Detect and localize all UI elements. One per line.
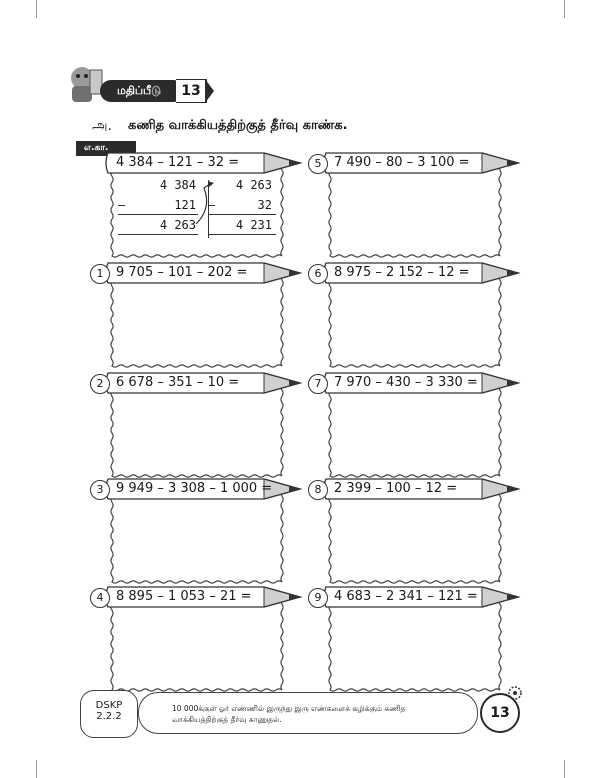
exercise-card: [314, 476, 527, 588]
example-sub-2: 32: [257, 198, 272, 212]
example-result-2: 4 231: [235, 218, 272, 232]
minus-sign: –: [208, 198, 216, 212]
section-number: 13: [176, 79, 207, 103]
exercise-number: 9: [308, 588, 328, 608]
exercise-number: 6: [308, 264, 328, 284]
question-instruction: கணித வாக்கியத்திற்குத் தீர்வு காண்க.: [128, 118, 348, 133]
divider-line: [208, 234, 276, 235]
exercise-number: 7: [308, 374, 328, 394]
exercise-card: [96, 370, 309, 482]
dskp-code-badge: [80, 690, 138, 738]
exercise-number: 1: [90, 264, 110, 284]
exercise-card: [96, 476, 309, 588]
learning-objective-text: 10 000க்குள் ஓர் எண்ணில் இருந்து இரு எண்களைக் கழிக்கும் கணித வாக்கியத்திற்குத் தீர்வு காணுதல்.: [172, 704, 406, 724]
exercise-card: [314, 260, 527, 372]
example-top-1: 4 384: [159, 178, 196, 192]
dskp-code: DSKP: [95, 700, 123, 711]
example-tag: எ.கா.: [76, 141, 136, 156]
crop-mark: [36, 0, 37, 18]
crop-mark: [564, 0, 565, 18]
example-top-2: 4 263: [235, 178, 272, 192]
exercise-expression: 7 490 – 80 – 3 100 =: [334, 155, 470, 170]
example-result-1: 4 263: [159, 218, 196, 232]
exercise-card: [314, 150, 527, 262]
exercise-expression: 4 683 – 2 341 – 121 =: [334, 589, 478, 604]
exercise-number: 2: [90, 374, 110, 394]
exercise-number: 8: [308, 480, 328, 500]
divider-line: [118, 214, 198, 215]
exercise-card: [96, 260, 309, 372]
arrow-right-icon: [205, 79, 214, 103]
divider-line: [118, 234, 198, 235]
exercise-expression: 6 678 – 351 – 10 =: [116, 375, 240, 390]
exercise-expression: 8 895 – 1 053 – 21 =: [116, 589, 252, 604]
example-card: [104, 150, 309, 262]
question-letter: அ.: [92, 118, 113, 134]
exercise-expression: 9 705 – 101 – 202 =: [116, 265, 248, 280]
exercise-card: [96, 584, 309, 696]
exercise-card: [314, 584, 527, 696]
exercise-number: 5: [308, 154, 328, 174]
crop-mark: [36, 760, 37, 778]
section-label: மதிப்பீடு: [100, 80, 178, 102]
example-sub-1: 121: [174, 198, 196, 212]
dskp-number: 2.2.2: [96, 711, 122, 722]
curved-arrow-icon: [192, 178, 222, 228]
exercise-number: 3: [90, 480, 110, 500]
example-expression: 4 384 – 121 – 32 =: [116, 155, 240, 170]
divider-line: [208, 214, 276, 215]
minus-sign: –: [118, 198, 126, 212]
exercise-card: [314, 370, 527, 482]
crop-mark: [564, 760, 565, 778]
exercise-number: 4: [90, 588, 110, 608]
page-number: 13: [480, 693, 520, 733]
exercise-expression: 8 975 – 2 152 – 12 =: [334, 265, 470, 280]
exercise-expression: 2 399 – 100 – 12 =: [334, 481, 458, 496]
exercise-expression: 7 970 – 430 – 3 330 =: [334, 375, 478, 390]
exercise-expression: 9 949 – 3 308 – 1 000 =: [116, 481, 273, 496]
